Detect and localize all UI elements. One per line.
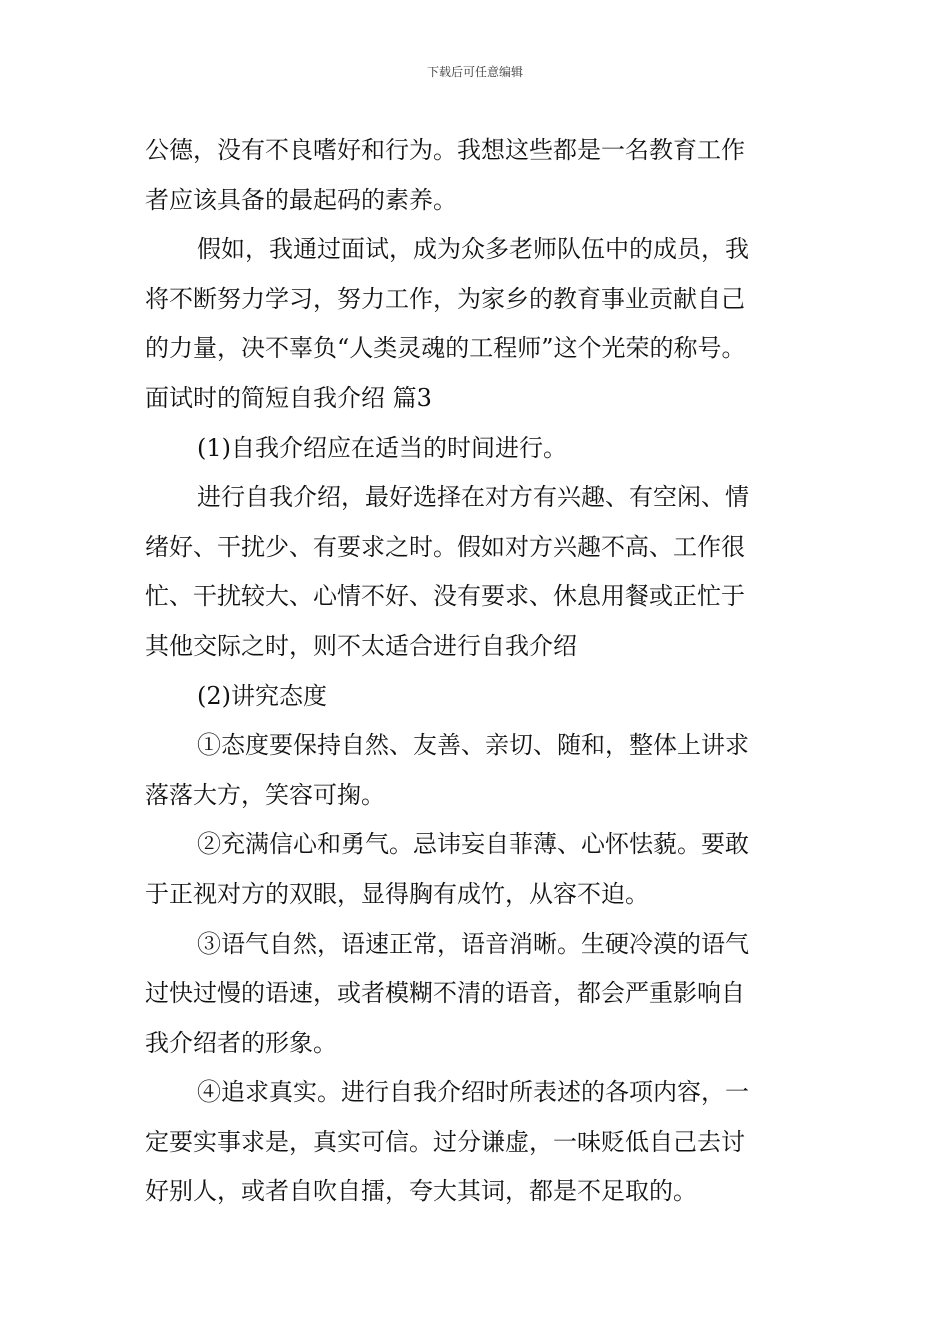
text-line: 我介绍者的形象。 xyxy=(145,1028,337,1057)
text-line: ④追求真实。进行自我介绍时所表述的各项内容，一 xyxy=(197,1078,749,1107)
text-line: 绪好、干扰少、有要求之时。假如对方兴趣不高、工作很 xyxy=(145,532,745,561)
text-line: 将不断努力学习，努力工作，为家乡的教育事业贡献自己 xyxy=(145,284,745,313)
text-line: 定要实事求是，真实可信。过分谦虚，一味贬低自己去讨 xyxy=(145,1127,745,1156)
text-line: 的力量，决不辜负“人类灵魂的工程师”这个光荣的称号。 xyxy=(145,334,746,363)
text-line: 其他交际之时，则不太适合进行自我介绍 xyxy=(145,631,577,660)
text-line: 面试时的简短自我介绍 篇3 xyxy=(145,383,432,412)
text-line: 忙、干扰较大、心情不好、没有要求、休息用餐或正忙于 xyxy=(145,582,745,611)
text-line: 过快过慢的语速，或者模糊不清的语音，都会严重影响自 xyxy=(145,979,745,1008)
text-line: 好别人，或者自吹自擂，夸大其词，都是不足取的。 xyxy=(145,1177,697,1206)
text-line: ①态度要保持自然、友善、亲切、随和，整体上讲求 xyxy=(197,731,749,760)
page-header: 下载后可任意编辑 xyxy=(426,65,523,79)
text-line: 于正视对方的双眼，显得胸有成竹，从容不迫。 xyxy=(145,879,649,908)
text-line: ②充满信心和勇气。忌讳妄自菲薄、心怀怯藐。要敢 xyxy=(197,830,749,859)
text-line: 假如，我通过面试，成为众多老师队伍中的成员，我 xyxy=(197,235,749,264)
text-line: 落落大方，笑容可掬。 xyxy=(145,780,385,809)
text-line: (1)自我介绍应在适当的时间进行。 xyxy=(197,433,567,462)
text-line: ③语气自然，语速正常，语音消晰。生硬冷漠的语气 xyxy=(197,929,749,958)
text-line: 进行自我介绍，最好选择在对方有兴趣、有空闲、情 xyxy=(197,483,749,512)
text-line: (2)讲究态度 xyxy=(197,681,327,710)
text-line: 公德，没有不良嗜好和行为。我想这些都是一名教育工作 xyxy=(145,136,745,164)
document-body xyxy=(145,126,810,1217)
text-line: 者应该具备的最起码的素养。 xyxy=(145,185,457,214)
